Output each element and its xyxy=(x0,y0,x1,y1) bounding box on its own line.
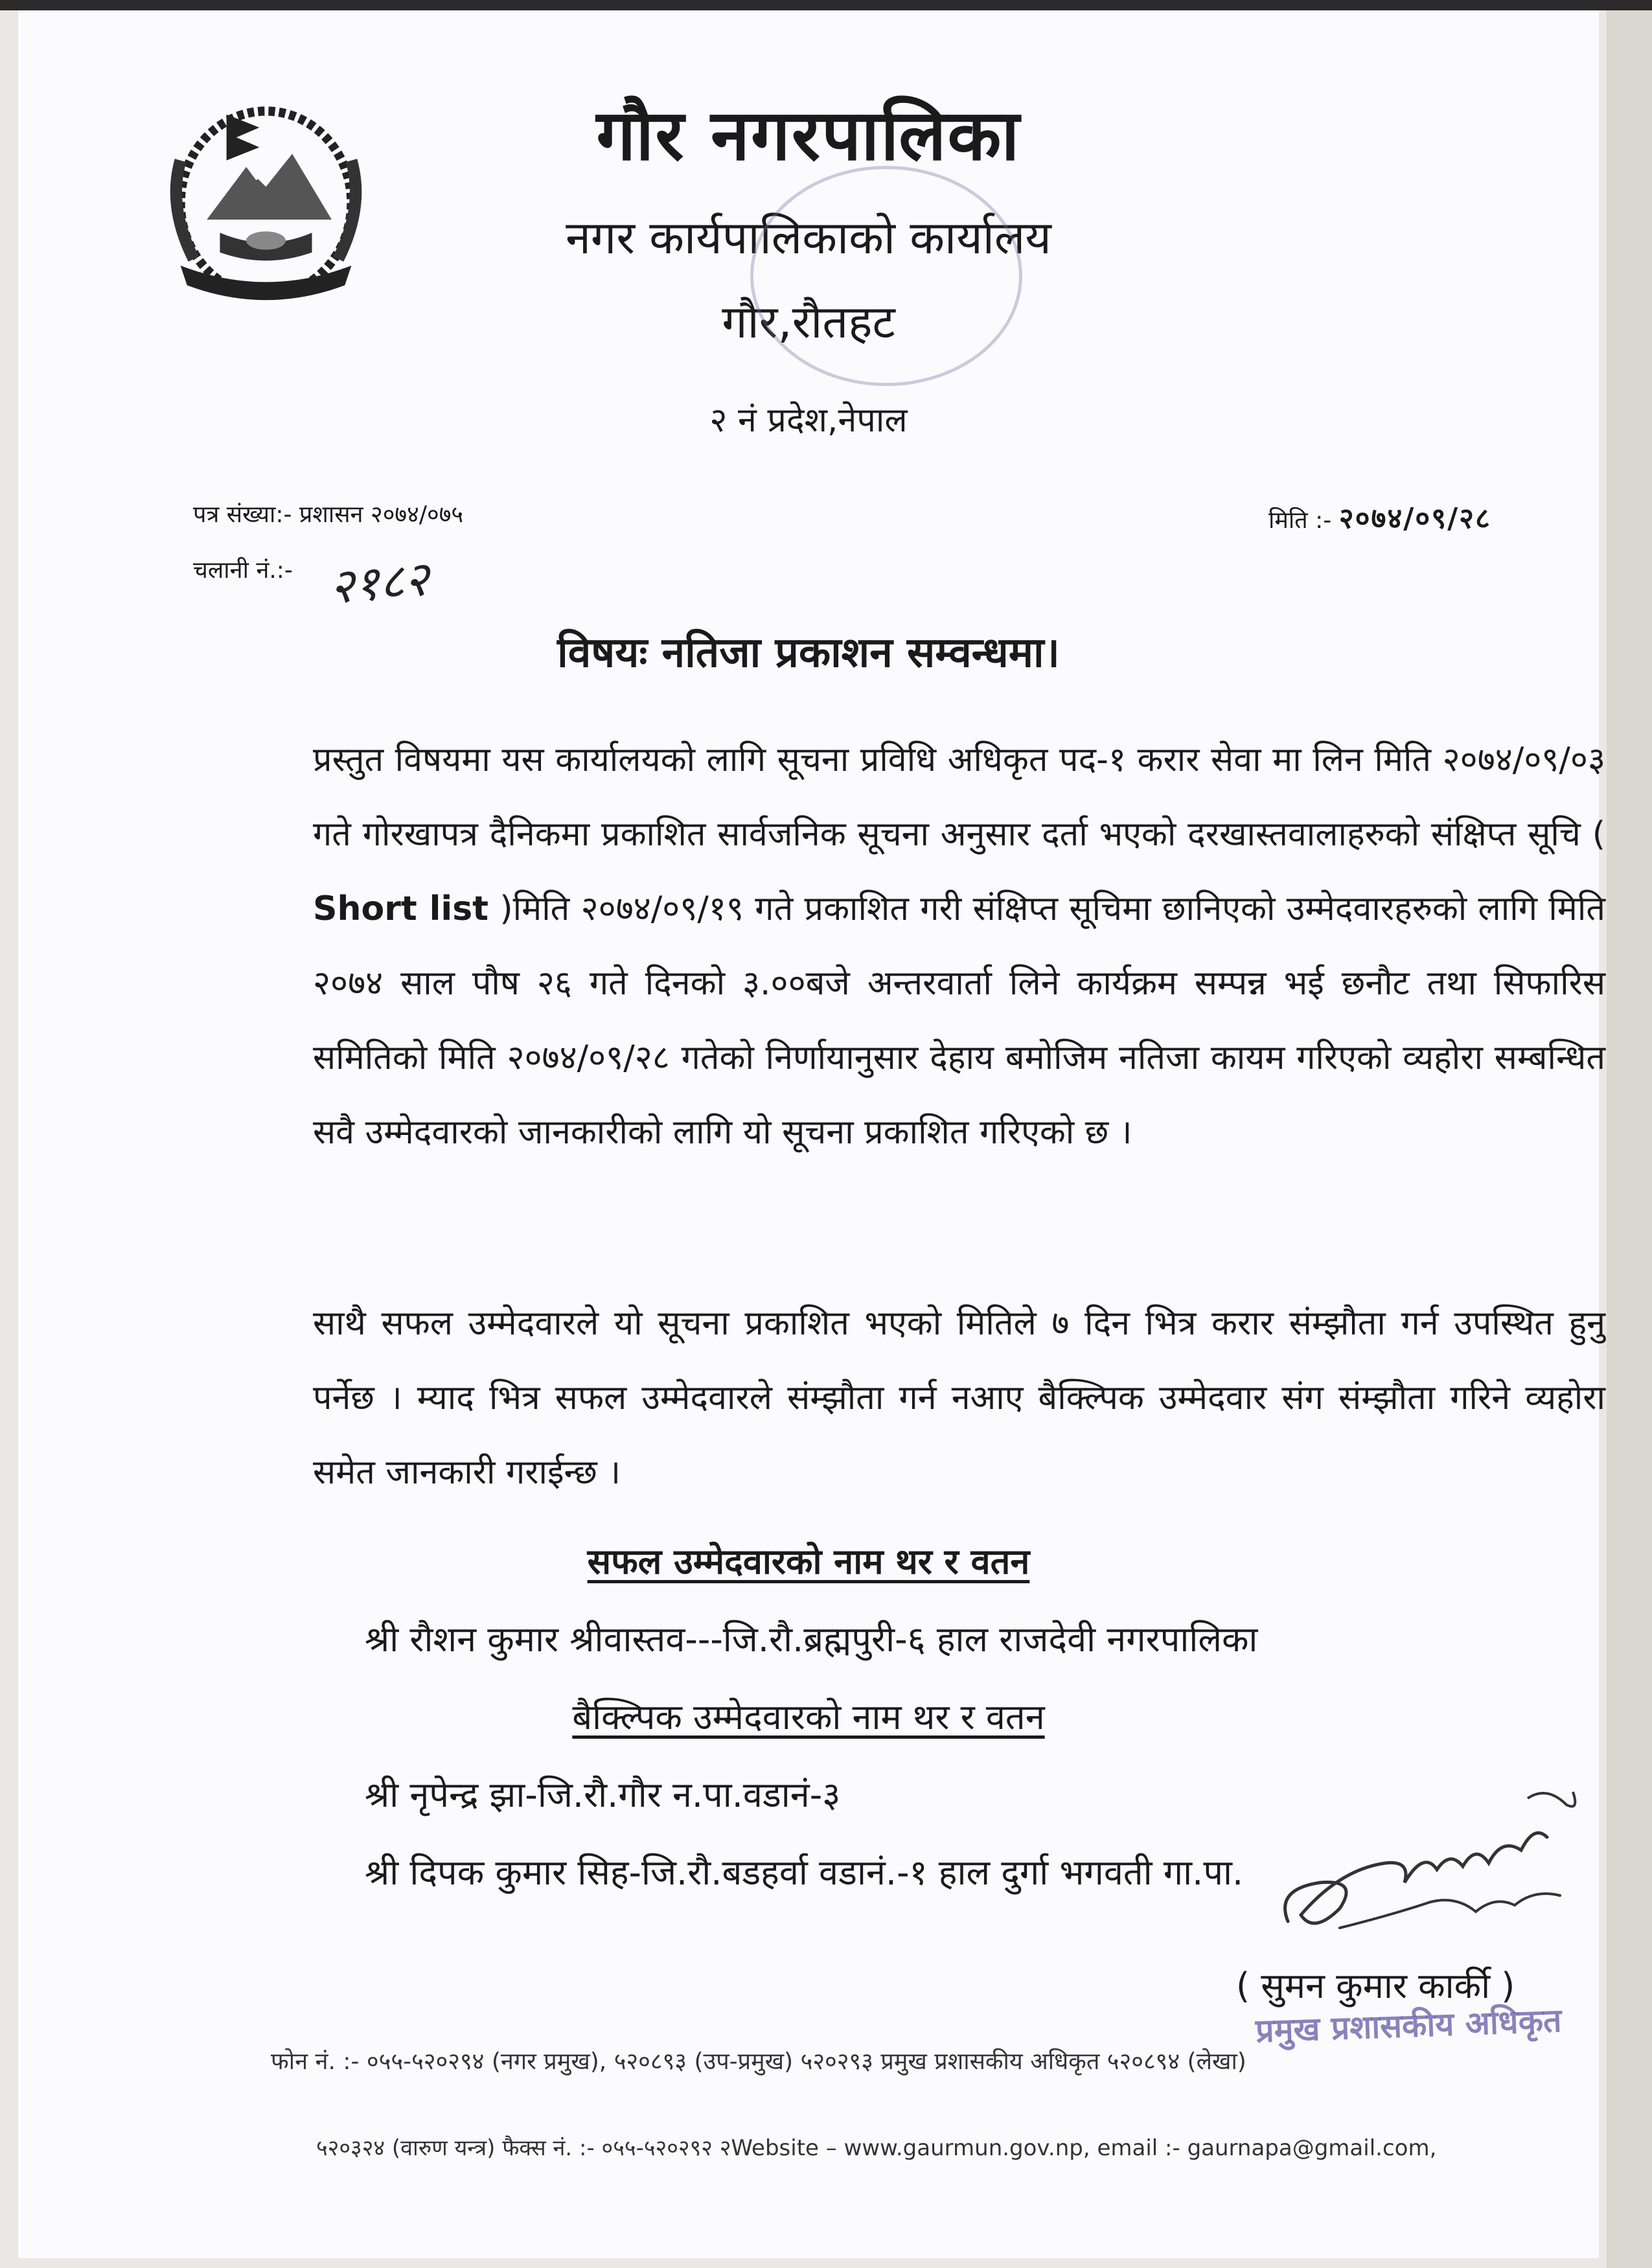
office-stamp xyxy=(750,166,1022,386)
dispatch-label: चलानी नं.:- xyxy=(193,557,293,584)
alternate-heading: बैक्ल्पिक उम्मेदवारको नाम थर र वतन xyxy=(572,1697,1045,1737)
footer-phone: फोन नं. :- ०५५-५२०२९४ (नगर प्रमुख), ५२०८९३ (उप-प्रमुख) ५२०२९३ प्रमुख प्रशासकीय अधिकृत ५२०८९४ (लेखा) xyxy=(271,2048,1246,2075)
letter-date xyxy=(1268,498,1491,536)
subject-line: विषयः नतिजा प्रकाशन सम्वन्धमा। xyxy=(557,629,1060,677)
alternate-candidate-2: श्री दिपक कुमार सिह-जि.रौ.बडहर्वा वडानं.-१ हाल दुर्गा भगवती गा.पा. xyxy=(365,1852,1244,1893)
letter-page xyxy=(18,10,1605,2258)
dispatch-number: २१८२ xyxy=(327,551,431,615)
scan-right-edge xyxy=(1607,10,1652,2268)
signatory-title-stamp: प्रमुख प्रशासकीय अधिकृत xyxy=(1255,2001,1563,2050)
para1-text-b: )मिति २०७४/०९/१९ गते प्रकाशित गरी संक्षिप्त सूचिमा छानिएको उम्मेदवारहरुको लागि मिति २०७४ साल पौष २६ गते दिनको ३.००बजे अन्तरवार्ता लिने कार्यक्रम सम्पन्न भई छनौट तथा सिफारिस समितिको मिति २०७४/०९/२८ गतेको निर्णायानुसार देहाय बमोजिम नतिजा कायम गरिएको व्यहोरा सम्बन्धित सवै उम्मेदवारको जानकारीको लागि यो सूचना प्रकाशित गरिएको छ । xyxy=(313,889,1605,1152)
date-label: मिति :- xyxy=(1268,507,1332,534)
body-paragraph-1 xyxy=(313,723,1605,1170)
province-line: २ नं प्रदेश,नेपाल xyxy=(709,401,908,440)
para1-text-a: प्रस्तुत विषयमा यस कार्यालयको लागि सूचना प्रविधि अधिकृत पद-१ करार सेवा मा लिन मिति २०७४/०९/०३ गते गोरखापत्र दैनिकमा प्रकाशित सार्वजनिक सूचना अनुसार दर्ता भएको दरखास्तवालाहरुको संक्षिप्त सूचि ( xyxy=(313,740,1605,854)
body-paragraph-2: साथै सफल उम्मेदवारले यो सूचना प्रकाशित भएको मितिले ७ दिन भित्र करार संम्झौता गर्न उपस्थित हुनु पर्नेछ । म्याद भित्र सफल उम्मेदवारले संम्झौता गर्न नआए बैक्ल्पिक उम्मेदवार संग संम्झौता गरिने व्यहोरा समेत जानकारी गराईन्छ । xyxy=(313,1304,1605,1492)
short-list-term: Short list xyxy=(313,889,489,928)
date-value: २०७४/०९/२८ xyxy=(1338,502,1491,535)
signature-mark xyxy=(1262,1772,1599,1967)
office-location: गौर,रौतहट xyxy=(722,295,895,349)
successful-candidate: श्री रौशन कुमार श्रीवास्तव---जि.रौ.ब्रह्मपुरी-६ हाल राजदेवी नगरपालिका xyxy=(365,1619,1258,1660)
successful-heading: सफल उम्मेदवारको नाम थर र वतन xyxy=(587,1541,1030,1582)
scan-top-edge xyxy=(0,0,1652,10)
footer-contact: ५२०३२४ (वारुण यन्त्र) फैक्स नं. :- ०५५-५२०२९२ २Website – www.gaurmun.gov.np, email :- gaurnapa@gmail.com, xyxy=(316,2135,1437,2161)
municipality-title: गौर नगरपालिका xyxy=(596,95,1021,176)
office-name: नगर कार्यपालिकाको कार्यालय xyxy=(566,211,1051,264)
signatory-name: ( सुमन कुमार कार्की ) xyxy=(1236,1965,1515,2006)
letter-number: पत्र संख्या:- प्रशासन २०७४/०७५ xyxy=(193,501,464,528)
alternate-candidate-1: श्री नृपेन्द्र झा-जि.रौ.गौर न.पा.वडानं-३ xyxy=(365,1774,841,1815)
